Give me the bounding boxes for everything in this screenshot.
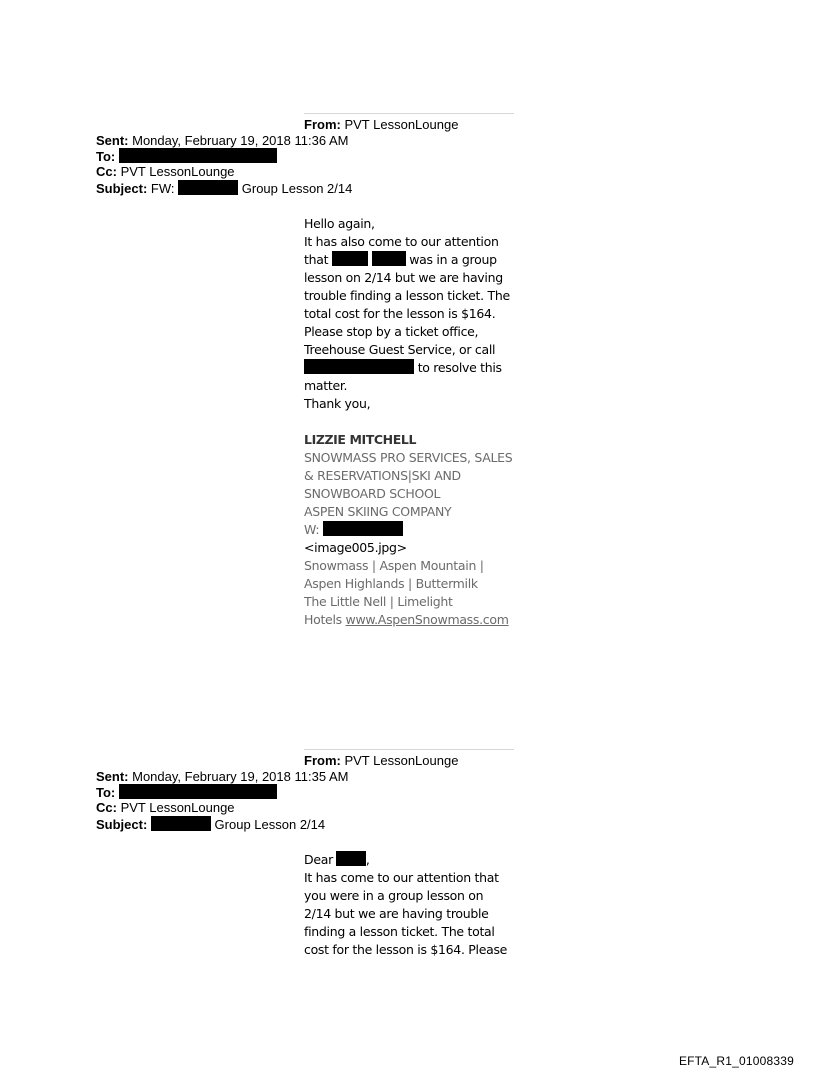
signature-resorts: [304, 611, 519, 629]
signature-company: ASPEN SKIING COMPANY: [304, 504, 452, 519]
body-line: [304, 251, 519, 269]
body-line: cost for the lesson is $164. Please: [304, 942, 508, 957]
signature-name: LIZZIE MITCHELL: [304, 432, 417, 447]
subject-text: Group Lesson 2/14: [241, 181, 353, 196]
subject-label: Subject:: [96, 817, 148, 832]
document-id: EFTA_R1_01008339: [678, 1054, 794, 1068]
subject-line: [96, 816, 325, 832]
signature-title: SNOWBOARD SCHOOL: [304, 486, 441, 501]
header-divider: [304, 749, 514, 750]
greeting-text: Dear: [304, 852, 333, 867]
signature-title: & RESERVATIONS|SKI AND: [304, 468, 461, 483]
redaction-block: [336, 851, 366, 866]
sent-label: Sent:: [96, 769, 129, 784]
sent-value: Monday, February 19, 2018 11:36 AM: [132, 133, 349, 148]
image-attachment-placeholder: <image005.jpg>: [304, 540, 407, 555]
body-line: you were in a group lesson on: [304, 888, 484, 903]
to-label: To:: [96, 149, 116, 164]
from-value: PVT LessonLounge: [344, 753, 459, 768]
cc-label: Cc:: [96, 164, 117, 179]
resorts-text: Hotels: [304, 612, 342, 627]
from-line: [304, 753, 458, 768]
sent-value: Monday, February 19, 2018 11:35 AM: [132, 769, 349, 784]
from-label: From:: [304, 753, 341, 768]
cc-value: PVT LessonLounge: [120, 800, 235, 815]
redaction-block: [119, 784, 277, 799]
message-body: [304, 215, 519, 629]
body-line: matter.: [304, 378, 348, 393]
sent-line: [96, 133, 348, 148]
signature-resorts: Aspen Highlands | Buttermilk: [304, 576, 478, 591]
greeting: [304, 851, 519, 869]
message-body: [304, 851, 519, 959]
body-line: It has come to our attention that: [304, 870, 499, 885]
redaction-block: [372, 251, 406, 266]
body-line: trouble finding a lesson ticket. The: [304, 288, 510, 303]
body-line: [304, 359, 519, 377]
closing: Thank you,: [304, 396, 371, 411]
body-text: that: [304, 252, 329, 267]
cc-value: PVT LessonLounge: [120, 164, 235, 179]
body-line: Treehouse Guest Service, or call: [304, 342, 496, 357]
to-line: [96, 148, 277, 164]
redaction-block: [119, 148, 277, 163]
redaction-block: [178, 180, 238, 195]
signature-phone: [304, 521, 519, 539]
body-line: 2/14 but we are having trouble: [304, 906, 489, 921]
body-line: It has also come to our attention: [304, 234, 499, 249]
phone-label: W:: [304, 522, 320, 537]
redaction-block: [304, 359, 414, 374]
redaction-block: [323, 521, 403, 536]
greeting-comma: ,: [365, 852, 370, 867]
header-divider: [304, 113, 514, 114]
cc-label: Cc:: [96, 800, 117, 815]
body-text: to resolve this: [417, 360, 502, 375]
to-line: [96, 784, 277, 800]
greeting: Hello again,: [304, 216, 375, 231]
website-link[interactable]: www.AspenSnowmass.com: [345, 612, 509, 627]
from-line: [304, 117, 458, 132]
body-line: Please stop by a ticket office,: [304, 324, 479, 339]
body-line: finding a lesson ticket. The total: [304, 924, 495, 939]
from-label: From:: [304, 117, 341, 132]
body-line: lesson on 2/14 but we are having: [304, 270, 503, 285]
sent-line: [96, 769, 348, 784]
to-label: To:: [96, 785, 116, 800]
sent-label: Sent:: [96, 133, 129, 148]
signature-resorts: The Little Nell | Limelight: [304, 594, 453, 609]
redaction-block: [332, 251, 368, 266]
cc-line: [96, 164, 235, 179]
subject-label: Subject:: [96, 181, 148, 196]
cc-line: [96, 800, 235, 815]
signature-resorts: Snowmass | Aspen Mountain |: [304, 558, 484, 573]
body-text: was in a group: [409, 252, 497, 267]
redaction-block: [151, 816, 211, 831]
from-value: PVT LessonLounge: [344, 117, 459, 132]
subject-text: Group Lesson 2/14: [214, 817, 326, 832]
subject-line: [96, 180, 352, 196]
signature-title: SNOWMASS PRO SERVICES, SALES: [304, 450, 513, 465]
subject-prefix: FW:: [150, 181, 175, 196]
body-line: total cost for the lesson is $164.: [304, 306, 496, 321]
